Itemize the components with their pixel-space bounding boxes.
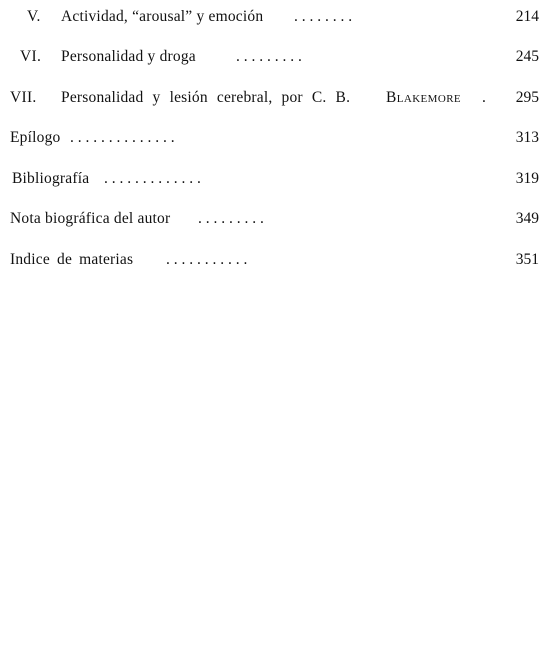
dot-leader: . . . . . . . . .: [236, 48, 302, 65]
chapter-number: V.: [27, 8, 41, 25]
toc-entry-chapter-5: [0, 8, 551, 30]
chapter-author: Blakemore: [386, 89, 462, 106]
dot-leader: . . . . . . . .: [294, 8, 353, 25]
dot-leader: .: [482, 89, 486, 106]
chapter-number: VII.: [10, 89, 37, 106]
section-title: Bibliografía: [12, 170, 90, 187]
chapter-title: Actividad, “arousal” y emoción: [61, 8, 264, 25]
dot-leader: . . . . . . . . . . . . . .: [70, 129, 175, 146]
page-number: 313: [515, 129, 539, 146]
section-title: Indice de materias: [10, 251, 134, 268]
section-title: Epílogo: [10, 129, 61, 146]
chapter-title: Personalidad y lesión cerebral, por C. B.: [61, 89, 351, 106]
page-number: 351: [515, 251, 539, 268]
page-number: 245: [515, 48, 539, 65]
dot-leader: . . . . . . . . .: [198, 210, 264, 227]
toc-entry-indice-de-materias: [0, 251, 551, 273]
dot-leader: . . . . . . . . . . . . .: [104, 170, 201, 187]
dot-leader: . . . . . . . . . . .: [166, 251, 248, 268]
toc-entry-bibliografia: [0, 170, 551, 192]
page-number: 214: [515, 8, 539, 25]
toc-entry-epilogo: [0, 129, 551, 151]
page-number: 319: [515, 170, 539, 187]
page-number: 295: [515, 89, 539, 106]
chapter-title: Personalidad y droga: [61, 48, 196, 65]
page-number: 349: [515, 210, 539, 227]
section-title: Nota biográfica del autor: [10, 210, 171, 227]
toc-entry-chapter-7: [0, 89, 551, 111]
chapter-number: VI.: [20, 48, 42, 65]
toc-entry-nota-biografica: [0, 210, 551, 232]
toc-entry-chapter-6: [0, 48, 551, 70]
